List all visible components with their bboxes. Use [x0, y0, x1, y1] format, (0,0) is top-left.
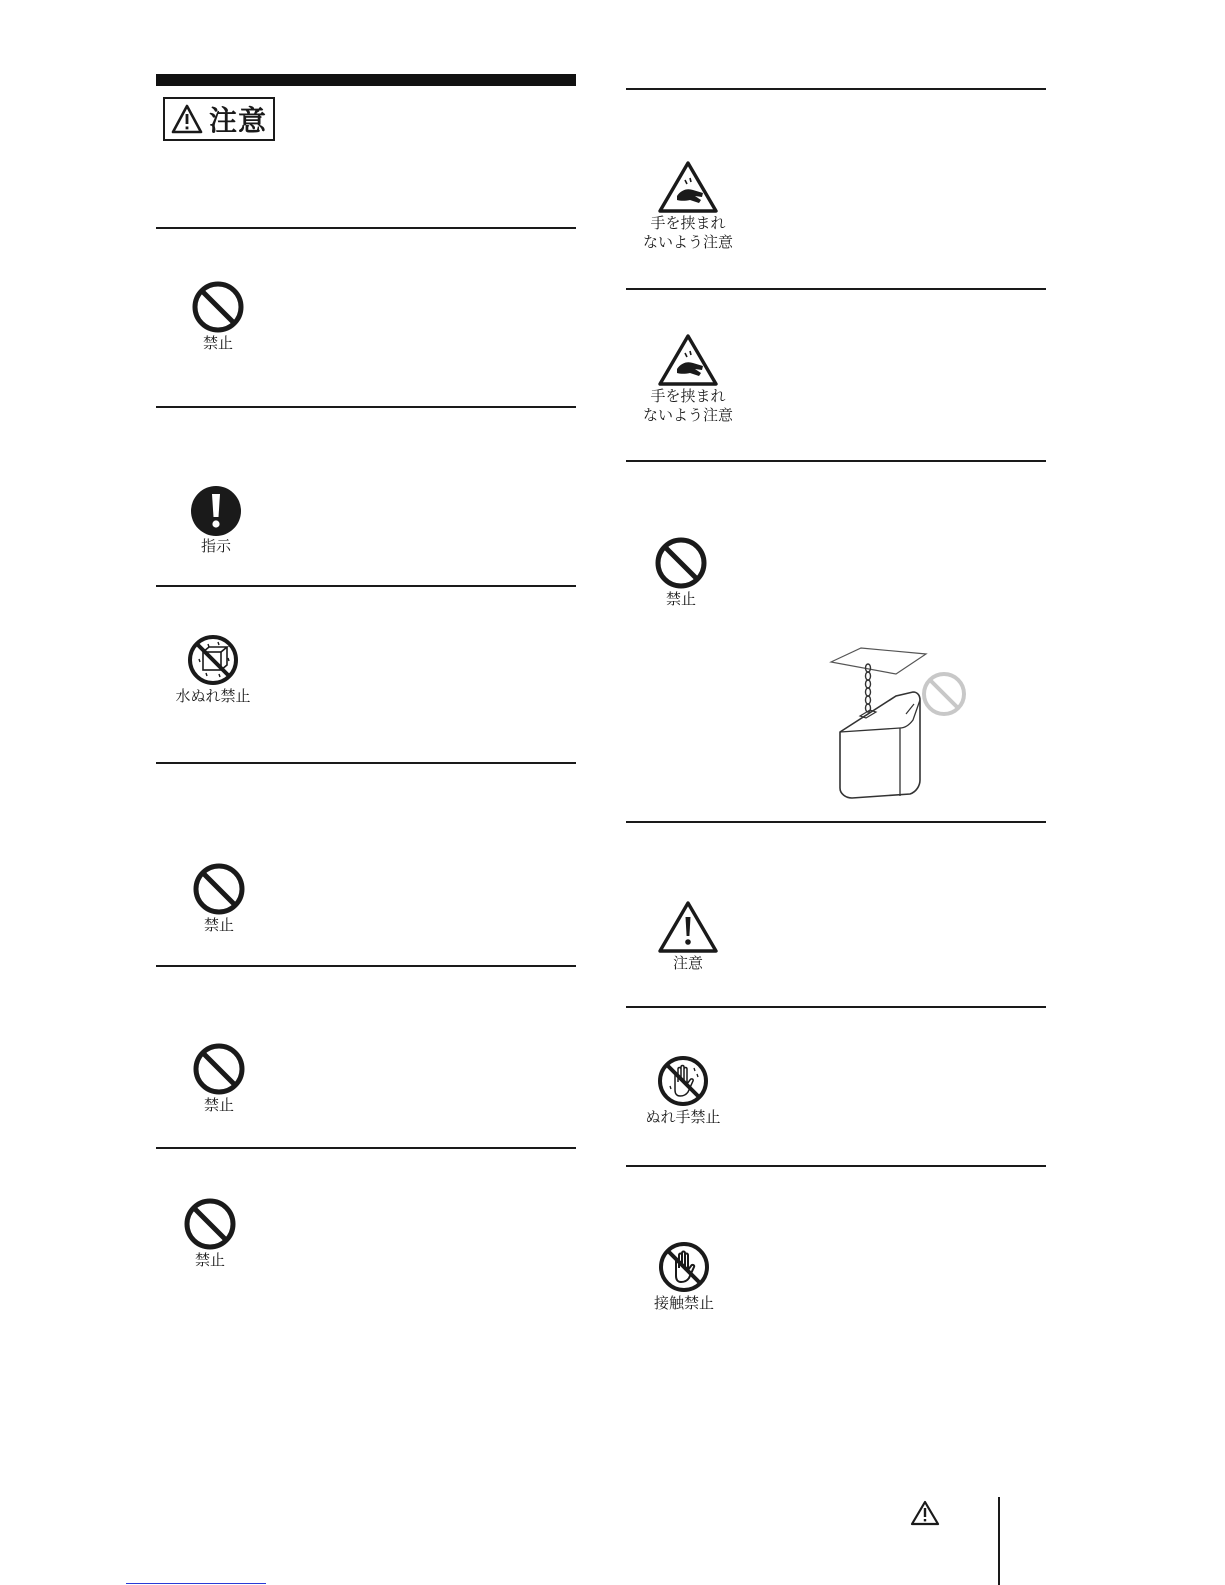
hand-prohibited-icon — [657, 1240, 711, 1294]
symbol-label-line1: 手を挟まれ — [650, 387, 726, 405]
prohibited-symbol — [175, 1197, 245, 1270]
caution-header — [163, 97, 275, 141]
warning-triangle-icon — [657, 900, 719, 954]
divider — [156, 406, 576, 408]
symbol-label: 接触禁止 — [653, 1294, 714, 1312]
prohibited-icon — [192, 862, 246, 916]
no-water-symbol — [168, 633, 258, 706]
hand-pinch-icon — [657, 160, 719, 214]
prohibited-symbol — [184, 862, 254, 935]
caution-header-title: 注意 — [209, 104, 268, 137]
prohibited-icon — [191, 280, 245, 334]
prohibited-symbol — [646, 536, 716, 609]
divider — [626, 88, 1046, 90]
caution-symbol — [653, 900, 723, 973]
prohibited-icon — [654, 536, 708, 590]
divider — [626, 460, 1046, 462]
pinch-caution-symbol — [643, 160, 733, 252]
no-water-icon — [186, 633, 240, 687]
section-top-bar — [156, 74, 576, 86]
symbol-label: ぬれ手禁止 — [645, 1108, 721, 1126]
divider — [156, 965, 576, 967]
symbol-label: 指示 — [200, 537, 231, 555]
divider — [626, 288, 1046, 290]
wet-hand-prohibited-icon — [656, 1054, 710, 1108]
no-wet-hands-symbol — [638, 1054, 728, 1127]
footer-link-underline — [126, 1583, 266, 1584]
symbol-label-line2: ないよう注意 — [643, 233, 734, 251]
instruction-symbol — [181, 485, 251, 556]
symbol-label: 禁止 — [202, 334, 233, 352]
divider — [156, 1147, 576, 1149]
prohibited-symbol — [184, 1042, 254, 1115]
prohibited-icon — [192, 1042, 246, 1096]
symbol-label: 禁止 — [203, 1096, 234, 1114]
symbol-label: 禁止 — [194, 1251, 225, 1269]
warning-triangle-icon — [171, 104, 203, 134]
exclamation-icon — [190, 485, 242, 537]
divider — [626, 1006, 1046, 1008]
prohibited-icon — [183, 1197, 237, 1251]
prohibited-symbol — [183, 280, 253, 353]
footer-warning-icon — [910, 1500, 940, 1526]
no-touch-symbol — [646, 1240, 722, 1313]
symbol-label-line1: 手を挟まれ — [650, 214, 726, 232]
divider — [156, 762, 576, 764]
symbol-label: 注意 — [672, 954, 703, 972]
hanging-device-illustration — [828, 644, 978, 804]
symbol-label: 水ぬれ禁止 — [175, 687, 251, 705]
pinch-caution-symbol — [643, 333, 733, 425]
symbol-label: 禁止 — [665, 590, 696, 608]
divider — [626, 821, 1046, 823]
divider — [156, 585, 576, 587]
footer-vertical-rule — [998, 1497, 1000, 1585]
symbol-label: 禁止 — [203, 916, 234, 934]
divider — [626, 1165, 1046, 1167]
divider — [156, 227, 576, 229]
hand-pinch-icon — [657, 333, 719, 387]
symbol-label-line2: ないよう注意 — [643, 406, 734, 424]
